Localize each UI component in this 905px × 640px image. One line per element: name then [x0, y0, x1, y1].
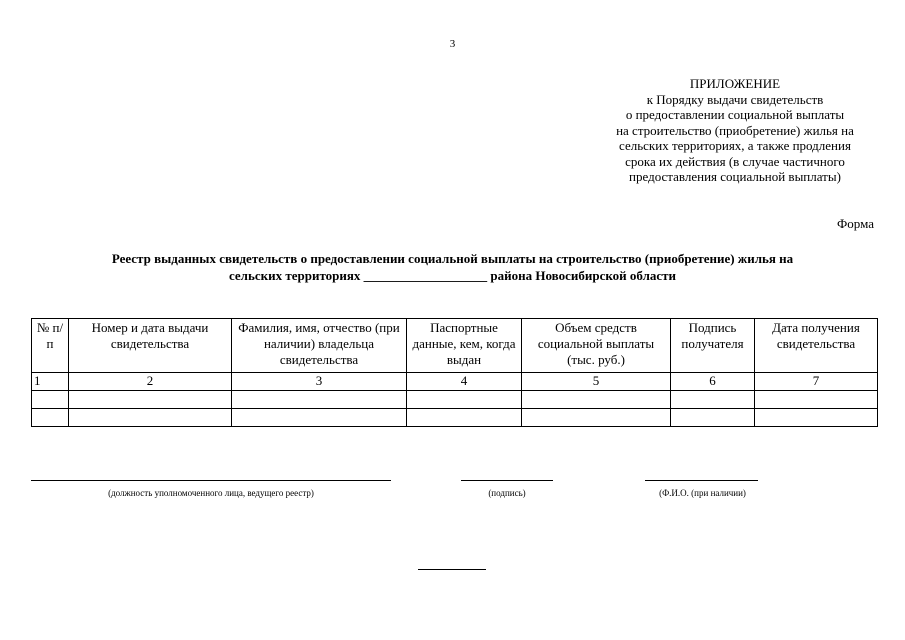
appendix-block [596, 76, 874, 185]
column-number: 3 [232, 373, 407, 391]
appendix-line: о предоставлении социальной выплаты [625, 107, 845, 122]
column-number: 2 [69, 373, 232, 391]
name-caption: (Ф.И.О. (при наличии) [659, 488, 746, 498]
table-cell[interactable] [755, 409, 878, 427]
form-label: Форма [837, 216, 874, 231]
table-cell[interactable] [32, 391, 69, 409]
table-cell[interactable] [69, 391, 232, 409]
column-header: Объем средств социальной выплаты (тыс. руб.) [522, 319, 671, 373]
signature-caption: (подпись) [488, 488, 526, 498]
appendix-line: к Порядку выдачи свидетельств [646, 91, 824, 107]
appendix-line: срока их действия (в случае частичного [625, 153, 845, 169]
table-header-row [32, 319, 878, 373]
column-header: Фамилия, имя, отчество (при наличии) владельца свидетельства [232, 319, 407, 373]
table-cell[interactable] [232, 391, 407, 409]
table-cell[interactable] [522, 409, 671, 427]
table-cell[interactable] [522, 391, 671, 409]
column-number: 1 [32, 373, 69, 391]
table-cell[interactable] [755, 391, 878, 409]
registry-table [31, 318, 878, 427]
column-header: Подпись получателя [671, 319, 755, 373]
appendix-line: на строительство (приобретение) жилья на [616, 122, 854, 138]
table-cell[interactable] [671, 409, 755, 427]
table-cell[interactable] [32, 409, 69, 427]
column-number-row [32, 373, 878, 391]
page-number: 3 [449, 38, 456, 50]
position-caption: (должность уполномоченного лица, ведущего реестр) [108, 488, 314, 498]
appendix-heading: ПРИЛОЖЕНИЕ [689, 76, 781, 91]
table-cell[interactable] [671, 391, 755, 409]
column-header: Номер и дата выдачи свидетельства [69, 319, 232, 373]
name-signature-line[interactable] [645, 480, 758, 481]
position-signature-line[interactable] [31, 480, 391, 481]
column-number: 6 [671, 373, 755, 391]
table-cell[interactable] [407, 391, 522, 409]
column-header: Паспортные данные, кем, когда выдан [407, 319, 522, 373]
title-line-2: сельских территориях ___________________ района Новосибирской области [228, 268, 677, 283]
table-row [32, 409, 878, 427]
appendix-line: предоставления социальной выплаты) [629, 169, 841, 184]
appendix-line: сельских территориях, а также продления [619, 138, 851, 153]
table-cell[interactable] [407, 409, 522, 427]
table-row [32, 391, 878, 409]
bottom-divider [418, 569, 486, 570]
table-cell[interactable] [232, 409, 407, 427]
table-cell[interactable] [69, 409, 232, 427]
column-number: 5 [522, 373, 671, 391]
column-header: Дата получения свидетельства [755, 319, 878, 373]
title-line-1: Реестр выданных свидетельств о предоставлении социальной выплаты на строительство (приобретение) жилья на [111, 251, 794, 266]
signature-line[interactable] [461, 480, 553, 481]
column-number: 4 [407, 373, 522, 391]
document-title [30, 250, 875, 284]
column-number: 7 [755, 373, 878, 391]
column-header: № п/п [32, 319, 69, 373]
